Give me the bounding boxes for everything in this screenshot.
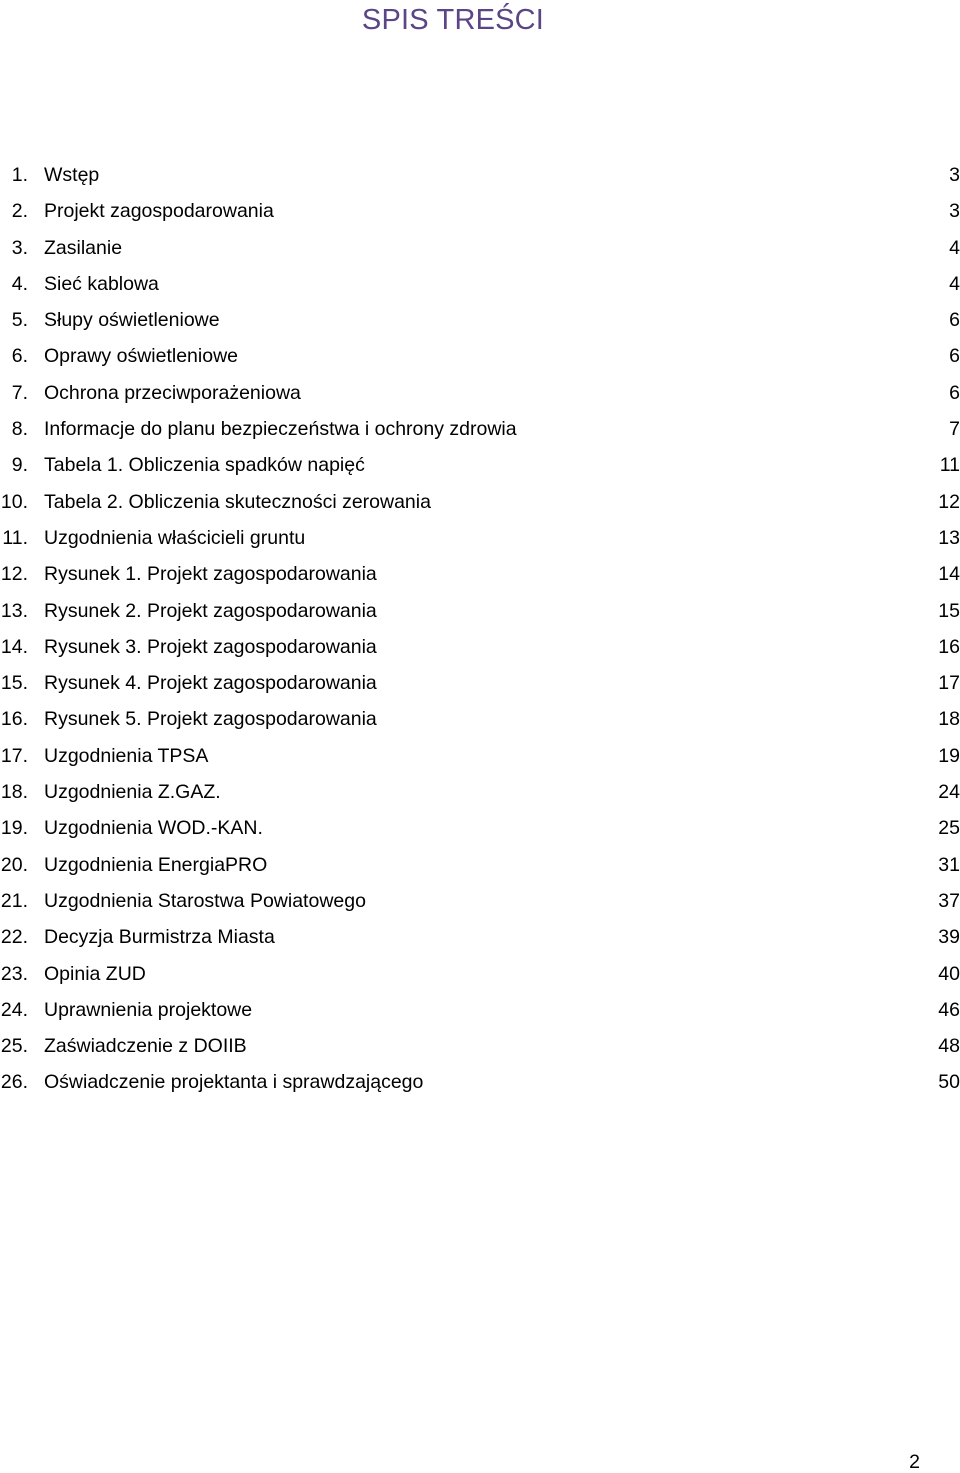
toc-entry-title: Rysunek 4. Projekt zagospodarowania <box>44 672 377 695</box>
toc-entry[interactable] <box>0 665 960 701</box>
toc-entry-number: 5. <box>11 309 28 332</box>
toc-entry-number: 19. <box>0 817 28 840</box>
toc-entry[interactable] <box>0 992 960 1028</box>
toc-entry-number: 12. <box>0 563 28 586</box>
toc-entry-title: Tabela 1. Obliczenia spadków napięć <box>44 454 365 477</box>
toc-entry[interactable] <box>0 701 960 737</box>
toc-entry-title: Zasilanie <box>44 236 123 259</box>
toc-entry-page: 16 <box>938 635 960 658</box>
toc-entry[interactable] <box>0 1064 960 1100</box>
toc-entry[interactable] <box>0 774 960 810</box>
toc-entry-number: 6. <box>11 345 28 368</box>
toc-entry[interactable] <box>0 484 960 520</box>
toc-entry[interactable] <box>0 338 960 374</box>
toc-entry-number: 16. <box>0 708 28 731</box>
toc-entry-page: 15 <box>938 599 960 622</box>
toc-entry-title: Uzgodnienia Starostwa Powiatowego <box>44 889 366 912</box>
toc-entry[interactable] <box>0 302 960 338</box>
toc-entry[interactable] <box>0 411 960 447</box>
toc-entry-number: 7. <box>11 381 28 404</box>
toc-entry-title: Słupy oświetleniowe <box>44 309 220 332</box>
toc-entry-title: Opinia ZUD <box>44 962 146 985</box>
toc-entry-page: 3 <box>949 164 960 186</box>
toc-entry[interactable] <box>0 375 960 411</box>
toc-entry-title: Uzgodnienia TPSA <box>44 744 209 767</box>
toc-entry-page: 4 <box>949 236 960 259</box>
toc-entry-number: 24. <box>0 998 28 1021</box>
toc-entry[interactable] <box>0 593 960 629</box>
toc-entry-page: 18 <box>938 708 960 731</box>
toc-entry-number: 9. <box>11 454 28 477</box>
toc-entry-page: 40 <box>938 962 960 985</box>
toc-entry-page: 12 <box>938 490 960 513</box>
toc-entry-page: 6 <box>949 345 960 368</box>
toc-entry-page: 31 <box>938 853 960 876</box>
toc-entry-page: 6 <box>949 381 960 404</box>
toc-entry-page: 25 <box>938 817 960 840</box>
toc-entry[interactable] <box>0 520 960 556</box>
toc-entry[interactable] <box>0 810 960 846</box>
page-number: 2 <box>909 1451 920 1473</box>
toc-entry-number: 26. <box>0 1071 28 1094</box>
toc-entry[interactable] <box>0 266 960 302</box>
toc-entry[interactable] <box>0 883 960 919</box>
toc-entry-page: 17 <box>938 672 960 695</box>
toc-entry-title: Zaświadczenie z DOIIB <box>44 1035 247 1058</box>
toc-entry-number: 11. <box>2 526 28 549</box>
toc-entry-number: 15. <box>0 672 28 695</box>
toc-entry-page: 7 <box>949 418 960 441</box>
toc-entry-title: Tabela 2. Obliczenia skuteczności zerowania <box>44 490 431 513</box>
toc-entry-page: 48 <box>938 1035 960 1058</box>
toc-entry-title: Informacje do planu bezpieczeństwa i ochrony zdrowia <box>44 418 517 441</box>
toc-entry-title: Decyzja Burmistrza Miasta <box>44 926 275 949</box>
toc-entry-page: 14 <box>938 563 960 586</box>
toc-entry-number: 3. <box>11 236 28 259</box>
toc-entry-page: 3 <box>949 200 960 223</box>
toc-entry-title: Oświadczenie projektanta i sprawdzającego <box>44 1071 424 1094</box>
toc-entry[interactable] <box>0 738 960 774</box>
toc-entry-page: 13 <box>938 526 960 549</box>
toc-entry-number: 8. <box>11 418 28 441</box>
toc-entry-number: 1. <box>11 164 28 186</box>
toc-entry-page: 6 <box>949 309 960 332</box>
toc-entry[interactable] <box>0 230 960 266</box>
toc-entry-number: 14. <box>0 635 28 658</box>
toc-entry-page: 4 <box>949 272 960 295</box>
toc-entry-title: Oprawy oświetleniowe <box>44 345 239 368</box>
toc-entry-title: Rysunek 3. Projekt zagospodarowania <box>44 635 377 658</box>
toc-entry-title: Uzgodnienia Z.GAZ. <box>44 781 221 804</box>
toc-entry[interactable] <box>0 193 960 229</box>
toc-entry-page: 46 <box>938 998 960 1021</box>
toc-entry-title: Uzgodnienia WOD.-KAN. <box>44 817 263 840</box>
page-title: SPIS TREŚCI <box>361 4 545 36</box>
toc-entry-number: 17. <box>0 744 28 767</box>
toc-entry-page: 11 <box>939 454 960 477</box>
toc-entry-number: 25. <box>0 1035 28 1058</box>
toc-entry-title: Sieć kablowa <box>44 272 159 295</box>
toc-entry-title: Rysunek 1. Projekt zagospodarowania <box>44 563 377 586</box>
toc-entry-page: 19 <box>938 744 960 767</box>
toc-entry-title: Uprawnienia projektowe <box>44 998 253 1021</box>
toc-entry-number: 20. <box>0 853 28 876</box>
toc-entry-title: Projekt zagospodarowania <box>44 200 274 223</box>
toc-entry-title: Uzgodnienia właścicieli gruntu <box>44 526 306 549</box>
toc-entry-number: 22. <box>0 926 28 949</box>
table-of-contents <box>0 157 960 1101</box>
toc-entry-number: 10. <box>0 490 28 513</box>
toc-entry-title: Uzgodnienia EnergiaPRO <box>44 853 268 876</box>
toc-entry[interactable] <box>0 157 960 193</box>
toc-entry-title: Ochrona przeciwporażeniowa <box>44 381 301 404</box>
toc-entry-number: 21. <box>0 889 28 912</box>
toc-entry-number: 23. <box>0 962 28 985</box>
toc-entry[interactable] <box>0 919 960 955</box>
toc-entry-title: Wstęp <box>44 164 100 186</box>
toc-entry[interactable] <box>0 629 960 665</box>
toc-entry-number: 18. <box>0 781 28 804</box>
toc-entry-page: 37 <box>938 889 960 912</box>
toc-entry[interactable] <box>0 847 960 883</box>
toc-entry[interactable] <box>0 447 960 483</box>
toc-entry-page: 39 <box>938 926 960 949</box>
toc-entry[interactable] <box>0 556 960 592</box>
toc-entry-number: 2. <box>11 200 28 223</box>
toc-entry-page: 50 <box>938 1071 960 1094</box>
toc-entry-number: 4. <box>11 272 28 295</box>
toc-entry-number: 13. <box>0 599 28 622</box>
toc-entry-page: 24 <box>938 781 960 804</box>
toc-entry-title: Rysunek 2. Projekt zagospodarowania <box>44 599 377 622</box>
toc-entry[interactable] <box>0 1028 960 1064</box>
toc-entry[interactable] <box>0 956 960 992</box>
toc-entry-title: Rysunek 5. Projekt zagospodarowania <box>44 708 377 731</box>
